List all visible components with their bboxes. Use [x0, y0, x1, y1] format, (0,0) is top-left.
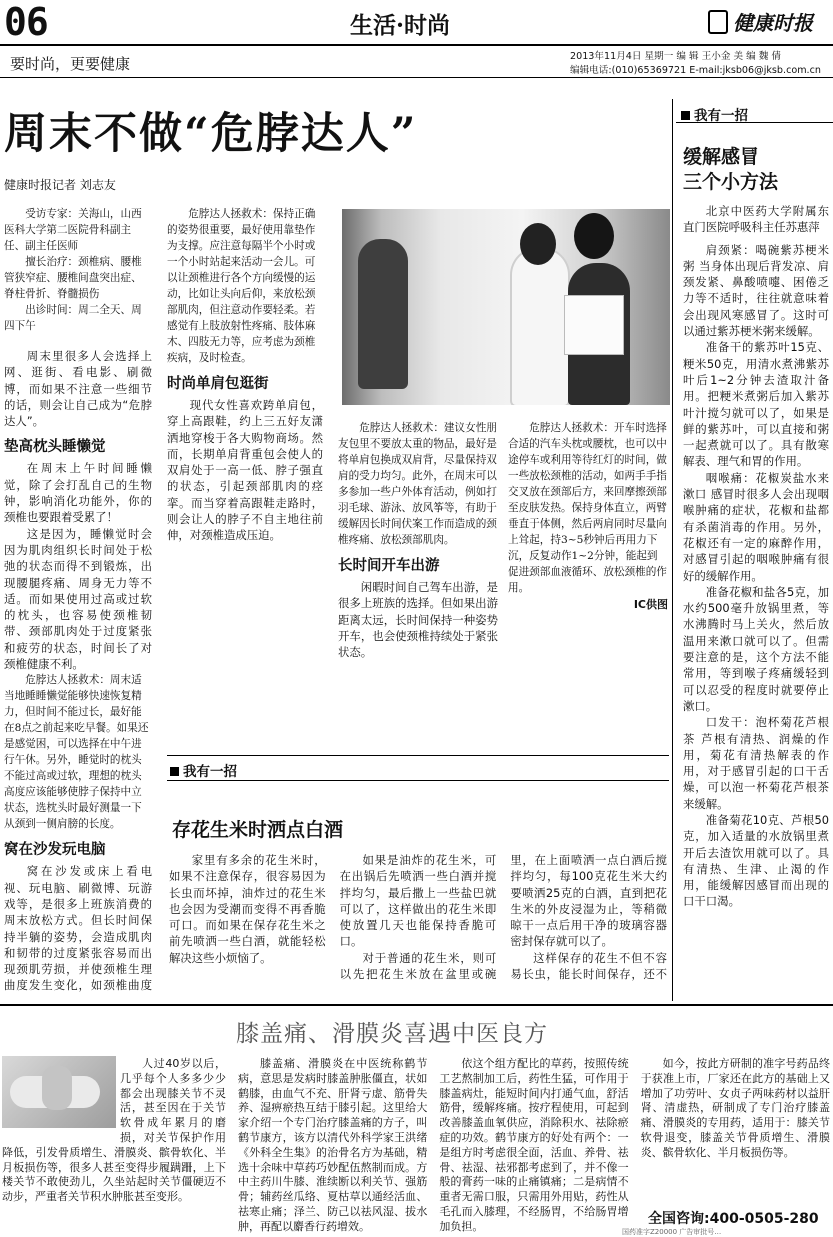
tip1-tag-rule: [167, 780, 669, 781]
issue-info: 2013年11月4日 星期一 编 辑 王小金 美 编 魏 倩: [570, 51, 782, 62]
shopping-bag: [564, 295, 624, 355]
sofa-paragraph-1: 窝在沙发或床上看电视、玩电脑、刷微博、玩游戏等，是很多上班族消费的周末放松方式。但长时间保持半躺的姿势，会造成肌肉和韧带的过度紧张容易而出现颈肌劳损，并使颈椎生理曲度发生变化，如颈椎曲度: [4, 864, 152, 993]
expert-clinic-time: 出诊时间：周二全天、周四下午: [4, 304, 142, 332]
tip1-tag: 我有一招: [170, 760, 237, 780]
expert-specialty: 擅长治疗：颈椎病、腰椎管狭窄症、腰椎间盘突出症、脊柱骨折、脊髓损伤: [4, 256, 142, 300]
sidebar-rule: [672, 99, 673, 1001]
main-headline: 周末不做“危脖达人”: [4, 109, 418, 159]
ad-paragraph-4: 如今，按此方研制的准字号药品终于获准上市，厂家还在此方的基础上又增加了功劳叶、女贞子两味药材以益肝肾、清虚热，研制成了专门治疗膝盖痛、滑膜炎的专用药，适用于：膝关节软骨退变，膝盖关节骨质增生、滑膜炎、髌骨软化、半月板损伤等。: [640, 1057, 830, 1159]
tip1-paragraph-1: 家里有多余的花生米时，如果不注意保存，很容易因为长虫而坏掉，油炸过的花生米也会因为受潮而变得不再香脆可口。而如果在保存花生米之前先喷洒一些白酒，就能轻松解决这些小烦恼了。: [169, 853, 326, 965]
bag-tip: 危脖达人拯救术：建议女性朋友包里不要放太重的物品，最好是将单肩包换成双肩背，尽量保持双肩的受力均匀。此外，在周末可以多参加一些户外体育活动，例如打羽毛球、游泳、放风筝等，有助于缓解因长时间伏案工作而造成的颈椎疼痛、放松颈部肌肉。: [338, 422, 497, 546]
sleep-paragraph-2: 这是因为，睡懒觉时会因为肌肉组织长时间处于松弛的状态而得不到锻炼，出现腰腿疼痛、周身无力等不适。而如果使用过高或过软的枕头，也容易使颈椎韧带、颈部肌肉处于过度紧张和疲劳的状态，时间长了对颈椎健康不利。: [4, 526, 152, 672]
subhead-sofa: 窝在沙发玩电脑: [4, 842, 106, 859]
tip2-remedy-3: 口发干：泡杯菊花芦根茶 芦根有清热、润燥的作用，菊花有清热解表的作用，对于感冒引起的口干舌燥，可以泡一杯菊花芦根茶来缓解。: [683, 715, 829, 811]
sofa-tip: 危脖达人拯救术：保持正确的姿势很重要，最好使用靠垫作为支撑。应注意每隔半个小时或一个小时站起来活动一会儿。可以让颈椎进行各个方向缓慢的运动，比如让头向后仰，来放松颈部肌肉，但注意动作要轻柔。若感觉有上肢放射性疼痛、肢体麻木、四肢无力等，应考虑为颈椎疾病，及时检查。: [167, 208, 316, 364]
woman-figure-1: [512, 249, 568, 405]
tip2-remedy-1: 肩颈紧：喝碗紫苏梗米粥 当身体出现后背发凉、肩颈发紧、鼻酸喷嚏、困倦乏力等不适时，往往就意味着会出现风寒感冒了。这时可以通过紫苏梗米粥来缓解。: [683, 242, 829, 339]
logo-mark-icon: [708, 10, 728, 34]
main-column-1: [4, 206, 152, 996]
tag-square-icon: [681, 111, 690, 120]
slogan: 要时尚，更要健康: [10, 55, 131, 73]
masthead-rule: [0, 44, 833, 46]
sleep-tip: 危脖达人拯救术：周末适当地睡睡懒觉能够快速恢复精力，但时间不能过长，最好能在8点之前起来吃早餐。如果还是感觉困，可以选择在中午进行午休。另外，睡觉时的枕头不能过高或过软，理想的枕头高度应该能够使脖子保持中立状态，选枕头时最好测量一下从颈到一侧肩膀的长度。: [4, 674, 149, 831]
tip1-body: [169, 852, 667, 992]
tip1-title: 存花生米时洒点白酒: [172, 819, 344, 841]
expert-name: 受访专家：关海山，山西医科大学第二医院骨科副主任、副主任医师: [4, 208, 142, 252]
section-title: 生活·时尚: [350, 12, 451, 39]
tip1-paragraph-2: 如果是油炸的花生米，可在出锅后先喷洒一些白酒并搅拌均匀，最后撒上一些盐巴就可以了，这样做出的花生米即使放置几天也能保持香脆可口。: [339, 853, 497, 949]
tip2-remedy-1-recipe: 准备干的紫苏叶15克、粳米50克，用清水煮沸紫苏叶后1~2分钟去渣取汁备用。把粳米煮粥后加入紫苏叶汁搅匀就可以了，如果是鲜的紫苏叶，可以直接和粥一起煮就可以了。具有散寒解表、理气和胃的作用。: [683, 340, 829, 469]
tip2-remedy-2-recipe: 准备花椒和盐各5克，加水约500毫升放锅里煮，等水沸腾时马上关火，然后放温用来漱口就可以了。但需要注意的是，这个方法不能常用，等到喉子疼痛缓轻到可以忍受的程度时就要停止漱口。: [683, 584, 829, 713]
photo-credit: IC供图: [633, 598, 668, 611]
main-column-4: [508, 420, 668, 749]
ad-paragraph-1: 人过40岁以后，几乎每个人多多少少都会出现膝关节不灵活，甚至因在于关节软骨成年累月的磨损，对关节保护作用降低，引发骨质增生、滑膜炎、髌骨软化、半月板损伤等，很多人甚至变得步履蹒跚，上下楼关节不敢使劲儿，久坐站起时关节僵硬迈不动步，严重者关节积水肿胀甚至变形。: [2, 1057, 226, 1204]
drive-tip: 危脖达人拯救术：开车时选择合适的汽车头枕或腰枕，也可以中途停车或利用等待红灯的时间，做一些放松颈椎的活动，如两手手指交叉放在颈部后方，来回摩擦颈部至皮肤发热。保持身体直立，两臂垂直于体侧，然后两肩同时尽量向上耸起，持3~5秒钟后再用力下沉，反复动作1~2分钟，能起到促进颈部血液循环、放松颈椎的作用。: [508, 422, 667, 594]
woman-head-1: [520, 223, 556, 265]
tip2-remedy-3-recipe: 准备菊花10克、芦根50克，加入适量的水放锅里煮开后去渣饮用就可以了。具有清热、生津、止渴的作用，能缓解因感冒而出现的口干口渴。: [683, 812, 829, 909]
ad-top-rule: [0, 1004, 833, 1006]
drive-paragraph-1: 闲暇时间自己驾车出游，是很多上班族的选择。但如果出游距离太远，长时间保持一种姿势开车，也会使颈椎持续处于紧张状态。: [338, 580, 498, 660]
ad-headline: 膝盖痛、滑膜炎喜遇中医良方: [236, 1021, 548, 1047]
main-column-2: [167, 206, 323, 749]
tag-square-icon: [170, 767, 179, 776]
sleep-paragraph-1: 在周末上午时间睡懒觉，除了会打乱自己的生物钟，影响消化功能外，你的颈椎也要跟着受累了！: [4, 461, 152, 525]
subhead-bag: 时尚单肩包逛街: [167, 376, 269, 392]
byline: 健康时报记者 刘志友: [4, 178, 116, 192]
ad-column-1: [2, 1057, 226, 1213]
masthead-rule-bottom: [0, 77, 833, 78]
ad-fine-print: 国药准字Z20000 广告审批号…: [622, 1228, 722, 1236]
subhead-sleep: 垫高枕头睡懒觉: [4, 439, 106, 456]
intro-paragraph: 周末里很多人会选择上网、逛街、看电影、刷微博，而如果不注意一些细节的话，则会让自己成为“危脖达人”。: [4, 349, 152, 429]
mannequin-shape: [358, 239, 408, 389]
page-number: 06: [4, 0, 48, 44]
shopping-photo: [342, 209, 670, 405]
tip2-title-line1: 缓解感冒: [683, 146, 760, 168]
tip1-paragraph-3: 对于普通的花生米，则可以先把花生米放在盆里或碗里，在上面喷洒一点白酒后搅拌均匀，每100克花生米大约要喷洒25克的白酒，直到把花生米的外皮浸湿为止，等稍微晾干一点后用干净的玻璃容器密封保存就可以了。: [339, 853, 667, 982]
contact-info: 编辑电话:(010)65369721 E-mail:jksb06@jksb.com.cn: [570, 65, 821, 76]
main-column-3: [338, 420, 498, 749]
tip2-body: [683, 203, 829, 999]
woman-head-2: [574, 213, 614, 259]
tip2-title-line2: 三个小方法: [683, 171, 779, 193]
tip1-paragraph-4: 这样保存的花生不但不容易长虫，能长时间保存，还不: [510, 950, 667, 982]
subhead-drive: 长时间开车出游: [338, 558, 440, 574]
tip1-top-rule: [167, 755, 669, 756]
tip2-remedy-2: 咽喉痛：花椒炭盐水来漱口 感冒时很多人会出现咽喉肿痛的症状，花椒和盐都有杀菌消毒的作用。另外，花椒还有一定的麻醉作用，对感冒引起的咽喉肿痛有很好的缓解作用。: [683, 470, 829, 583]
tip2-author: 北京中医药大学附属东直门医院呼吸科主任苏惠萍: [683, 204, 829, 235]
ad-photo-spacer: [2, 1057, 120, 1131]
ad-paragraph-3: 依这个组方配比的草药，按照传统工艺熬制加工后，药性生猛，可作用于膝盖病灶，能短时间内打通气血，舒活筋骨，缓解疼痛。按疗程使用，可起到改善膝盖血氧供应，消除积水、祛除瘀症的功效。鹤节康方的好处有两个：一是组方时考虑很全面，活血、养骨、祛骨、祛湿、祛邪都考虑到了，并不像一般的膏药一味的止痛镇痛；二是病情不重者无需口服，只需用外用贴，药性从毛孔而入膝理，不经肠胃，不给肠胃增加负担。: [439, 1057, 629, 1233]
bag-paragraph-1: 现代女性喜欢跨单肩包，穿上高跟鞋，约上三五好友潇洒地穿梭于各大购物商场。然而，长期单肩背重包会使人的双肩处于一高一低、脖子强直的状态，引起颈部肌肉的痉挛。而当穿着高跟鞋走路时，则会让人的脖子不自主地往前伸，对颈椎造成压迫。: [167, 398, 323, 543]
ad-paragraph-2: 膝盖痛、滑膜炎在中医统称鹤节病，意思是发病时膝盖肿胀僵直，状如鹤膝，由血气不充、肝肾亏虚、筋骨失养、湿痹瘀热互结于膝引起。这里给大家介绍一个专门治疗膝盖痛的方子，叫鹤节康方，该方以清代外科学家王洪绪《外科全生集》的治骨名方为基础，精选十余味中草药巧妙配伍熬制而成。方中主药川牛膝、淮续断以利关节、强筋骨；辅药丝瓜络、夏枯草以通经活血、祛寒止痛；泽兰、防己以祛风湿、拔水肿，再配以麝香行药增效。: [238, 1057, 428, 1233]
ad-hotline: 全国咨询:400-0505-280: [646, 1208, 821, 1228]
paper-logo: 健康时报: [708, 7, 828, 35]
tip2-tag: 我有一招: [681, 104, 748, 124]
